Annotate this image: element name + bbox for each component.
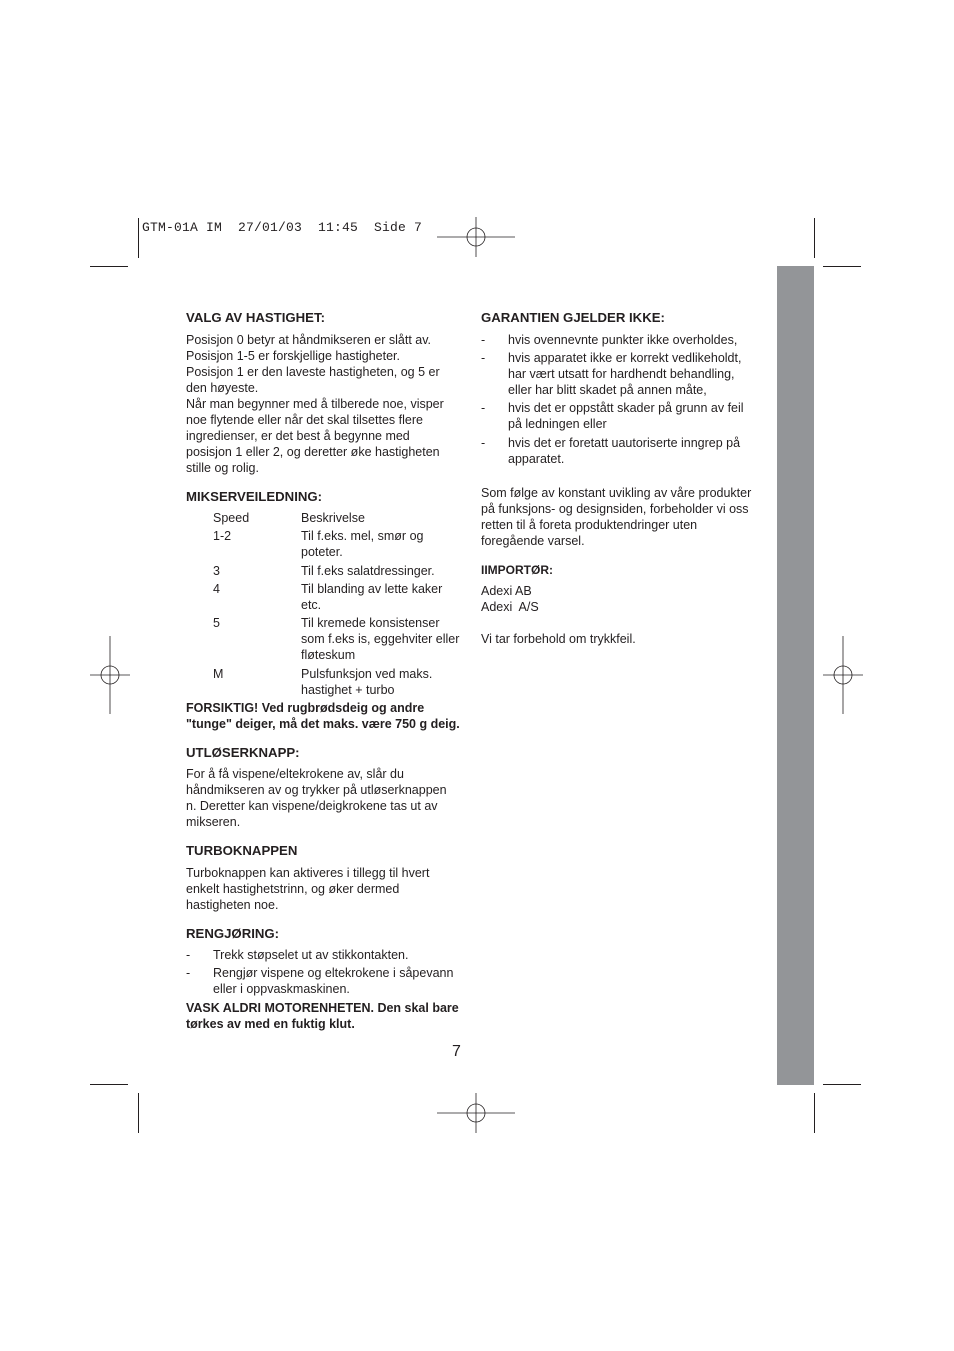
col-speed: Speed [213, 511, 250, 525]
speed-row [213, 563, 478, 579]
crop-mark [823, 1084, 861, 1085]
speed-desc: poteter. [301, 545, 343, 559]
text-line: noe flytende eller når det skal tilsettes flere [186, 413, 423, 427]
speed-table-header [213, 510, 478, 526]
speed-desc: Til f.eks. mel, smør og [301, 529, 424, 543]
rengjoring-list [186, 947, 476, 997]
speed-desc: fløteskum [301, 648, 356, 662]
dash-bullet: - [481, 401, 486, 415]
heading-rengjoring: RENGJØRING: [186, 926, 280, 941]
list-text: hvis det er foretatt uautoriserte inngrep på [508, 436, 741, 450]
speed-value: 5 [213, 616, 220, 630]
text-line: For å få vispene/eltekrokene av, slår du [186, 767, 404, 781]
speed-row [213, 581, 478, 613]
utloser-text [186, 766, 476, 830]
importor-text [481, 583, 766, 615]
crop-mark [814, 1093, 815, 1133]
text-line: Turboknappen kan aktiveres i tillegg til hvert [186, 866, 430, 880]
registration-mark-icon [437, 1093, 515, 1133]
page-number: 7 [452, 1043, 461, 1060]
speed-desc: Til kremede konsistenser [301, 616, 440, 630]
text-line: posisjon 1 eller 2, og deretter øke hastigheten [186, 445, 440, 459]
dash-bullet: - [481, 351, 486, 365]
heading-importor: IIMPORTØR: [481, 563, 553, 577]
crop-mark [814, 218, 815, 258]
heading-mikser: MIKSERVEILEDNING: [186, 489, 323, 504]
list-text: Trekk støpselet ut av stikkontakten. [213, 948, 409, 962]
speed-desc: Til f.eks salatdressinger. [301, 564, 435, 578]
text-line: ingredienser, er det best å begynne med [186, 429, 410, 443]
list-text: hvis ovennevnte punkter ikke overholdes, [508, 333, 738, 347]
mikser-warning [186, 700, 476, 732]
speed-value: M [213, 667, 224, 681]
text-line: hastigheten noe. [186, 898, 279, 912]
text-line: Når man begynner med å tilberede noe, visper [186, 397, 444, 411]
list-text: Rengjør vispene og eltekrokene i såpevann [213, 966, 454, 980]
speed-desc: hastighet + turbo [301, 683, 395, 697]
speed-table [213, 510, 478, 698]
crop-mark [90, 1084, 128, 1085]
print-header: GTM-01A IM 27/01/03 11:45 Side 7 [142, 220, 423, 235]
heading-garanti: GARANTIEN GJELDER IKKE: [481, 310, 665, 325]
speed-desc: Til blanding av lette kaker [301, 582, 443, 596]
list-item [186, 965, 476, 997]
list-item [186, 947, 476, 963]
speed-desc: Pulsfunksjon ved maks. [301, 667, 433, 681]
registration-mark-icon [437, 217, 515, 257]
speed-row [213, 615, 478, 663]
list-text: har vært utsatt for hardhendt behandling, [508, 367, 735, 381]
list-item [481, 332, 766, 348]
text-line: Adexi A/S [481, 600, 539, 614]
dash-bullet: - [481, 333, 486, 347]
dash-bullet: - [481, 436, 486, 450]
text-line: stille og rolig. [186, 461, 259, 475]
list-text: eller har blitt skadet på annen måte, [508, 383, 707, 397]
turbo-text [186, 865, 476, 913]
speed-value: 1-2 [213, 529, 232, 543]
crop-mark [138, 218, 139, 258]
crop-mark [90, 266, 128, 267]
speed-row [213, 528, 478, 560]
text-line: Posisjon 1 er den laveste hastigheten, og 5 er [186, 365, 440, 379]
text-line: Posisjon 1-5 er forskjellige hastigheter. [186, 349, 401, 363]
list-text: eller i oppvaskmaskinen. [213, 982, 350, 996]
list-text: apparatet. [508, 452, 565, 466]
heading-utloser: UTLØSERKNAPP: [186, 745, 300, 760]
text-line: retten til å foreta produktendringer uten [481, 518, 698, 532]
folge-text [481, 485, 766, 549]
list-item [481, 400, 766, 432]
list-text: hvis apparatet ikke er korrekt vedlikeholdt, [508, 351, 742, 365]
text-line: Adexi AB [481, 584, 532, 598]
side-tab-bar [777, 266, 814, 1085]
dash-bullet: - [186, 966, 191, 980]
text-line: den høyeste. [186, 381, 259, 395]
text-line: mikseren. [186, 815, 241, 829]
dash-bullet: - [186, 948, 191, 962]
list-item [481, 435, 766, 467]
registration-mark-icon [823, 636, 863, 714]
text-line: Posisjon 0 betyr at håndmikseren er slått av. [186, 333, 432, 347]
text-line: håndmikseren av og trykker på utløserknappen [186, 783, 447, 797]
list-text: hvis det er oppstått skader på grunn av feil [508, 401, 744, 415]
speed-desc: som f.eks is, eggehviter eller [301, 632, 460, 646]
warning-line: "tunge" deiger, må det maks. være 750 g deig. [186, 717, 460, 731]
warning-line: FORSIKTIG! Ved rugbrødsdeig og andre [186, 701, 425, 715]
speed-value: 4 [213, 582, 220, 596]
crop-mark [823, 266, 861, 267]
speed-value: 3 [213, 564, 220, 578]
valg-text [186, 332, 476, 476]
list-text: på ledningen eller [508, 417, 607, 431]
heading-turbo: TURBOKNAPPEN [186, 843, 298, 858]
col-desc: Beskrivelse [301, 511, 365, 525]
text-line: foregående varsel. [481, 534, 585, 548]
text-line: Som følge av konstant uvikling av våre produkter [481, 486, 752, 500]
warning-line: VASK ALDRI MOTORENHETEN. Den skal bare [186, 1001, 459, 1015]
text-line: n. Deretter kan vispene/deigkrokene tas ut av [186, 799, 438, 813]
rengjoring-warning [186, 1000, 476, 1032]
warning-line: tørkes av med en fuktig klut. [186, 1017, 355, 1031]
speed-row [213, 666, 478, 698]
registration-mark-icon [90, 636, 130, 714]
garanti-list [481, 332, 766, 467]
speed-desc: etc. [301, 598, 322, 612]
text-line: enkelt hastighetstrinn, og øker dermed [186, 882, 400, 896]
heading-valg: VALG AV HASTIGHET: [186, 310, 325, 325]
text-line: på funksjons- og designsiden, forbeholder vi oss [481, 502, 749, 516]
forbehold-text: Vi tar forbehold om trykkfeil. [481, 632, 636, 646]
list-item [481, 350, 766, 398]
crop-mark [138, 1093, 139, 1133]
